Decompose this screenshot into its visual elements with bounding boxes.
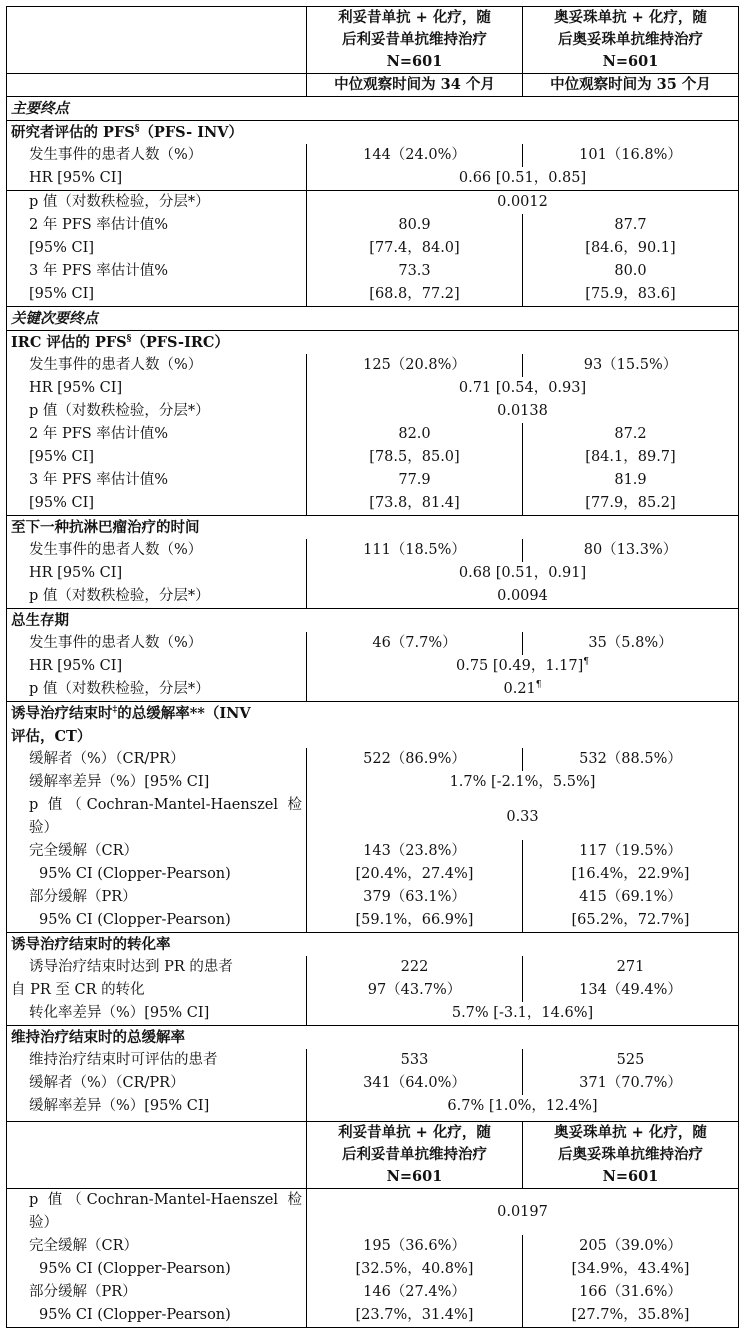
table-row: [7, 562, 739, 585]
row-label: 部分缓解（PR）: [7, 886, 307, 909]
cell-obinutuzumab: 87.2: [523, 423, 739, 446]
subsection-title-tail: （PFS-IRC）: [131, 334, 229, 351]
header-col1-line1: 利妥昔单抗 + 化疗，随: [338, 9, 491, 26]
row-label: [95% CI]: [7, 492, 307, 516]
cell-spanning: 1.7% [-2.1%，5.5%]: [307, 771, 739, 794]
cell-rituximab: [32.5%，40.8%]: [307, 1258, 523, 1281]
subsection-title-tail: 的总缓解率**（INV: [117, 705, 251, 722]
table-row: [7, 794, 739, 840]
row-label: 缓解者（%）（CR/PR）: [7, 1072, 307, 1095]
cell-rituximab: [73.8，81.4]: [307, 492, 523, 516]
cell-obinutuzumab: [65.2%，72.7%]: [523, 909, 739, 933]
header-col2-line3: N=601: [602, 53, 659, 70]
table-row: [7, 1072, 739, 1095]
cell-spanning: 6.7% [1.0%，12.4%]: [307, 1095, 739, 1125]
observation-row: [7, 74, 739, 97]
table-row: [7, 492, 739, 516]
footnote-mark: §: [134, 124, 140, 135]
cell-obinutuzumab: 35（5.8%）: [523, 632, 739, 655]
cell-obinutuzumab: [77.9，85.2]: [523, 492, 739, 516]
cell-obinutuzumab: 80.0: [523, 260, 739, 283]
cell-obinutuzumab: 81.9: [523, 469, 739, 492]
header-col1-line3: N=601: [386, 1168, 443, 1185]
table-row: [7, 585, 739, 609]
table-row: [7, 214, 739, 237]
row-label: p 值（Cochran-Mantel-Haenszel 检验）: [7, 794, 307, 840]
table-row: [7, 191, 739, 215]
cell-rituximab: 144（24.0%）: [307, 144, 523, 167]
cell-obinutuzumab: 525: [523, 1049, 739, 1072]
table-row: [7, 354, 739, 377]
cell-obinutuzumab: 117（19.5%）: [523, 840, 739, 863]
row-label: 自 PR 至 CR 的转化: [7, 979, 307, 1002]
table-row: [7, 1189, 739, 1236]
header-obinutuzumab: [523, 1122, 739, 1189]
cell-rituximab: 146（27.4%）: [307, 1281, 523, 1304]
row-label: 95% CI (Clopper-Pearson): [7, 1258, 307, 1281]
cell-obinutuzumab: 371（70.7%）: [523, 1072, 739, 1095]
cell-obinutuzumab: [16.4%，22.9%]: [523, 863, 739, 886]
cell-obinutuzumab: 134（49.4%）: [523, 979, 739, 1002]
header-col2-line2: 后奥妥珠单抗维持治疗: [558, 1146, 703, 1163]
observation-blank: [7, 74, 307, 97]
cell-obinutuzumab: [34.9%，43.4%]: [523, 1258, 739, 1281]
header-blank: [7, 1122, 307, 1189]
table-row: [7, 748, 739, 771]
cell-rituximab: 77.9: [307, 469, 523, 492]
table-row: [7, 956, 739, 979]
table-row: [7, 446, 739, 469]
header-col2-line3: N=601: [602, 1168, 659, 1185]
cell-obinutuzumab: [84.6，90.1]: [523, 237, 739, 260]
cell-rituximab: 97（43.7%）: [307, 979, 523, 1002]
row-label: 95% CI (Clopper-Pearson): [7, 863, 307, 886]
cell-spanning: 0.0138: [307, 400, 739, 423]
cell-spanning: [307, 678, 739, 702]
table-row: [7, 1235, 739, 1258]
cell-rituximab: 125（20.8%）: [307, 354, 523, 377]
table-row: [7, 469, 739, 492]
footnote-mark: ¶: [535, 680, 542, 691]
row-label: 缓解者（%）（CR/PR）: [7, 748, 307, 771]
table-row: [7, 1002, 739, 1026]
cell-obinutuzumab: 166（31.6%）: [523, 1281, 739, 1304]
subsection-pfs-inv: [7, 121, 739, 145]
row-label: p 值（对数秩检验，分层*）: [7, 191, 307, 215]
efficacy-table-continued: [6, 1121, 739, 1328]
cell-obinutuzumab: [27.7%，35.8%]: [523, 1304, 739, 1328]
cell-spanning: 0.68 [0.51，0.91]: [307, 562, 739, 585]
observation-col2: 中位观察时间为 35 个月: [523, 74, 739, 97]
table-row: [7, 539, 739, 562]
row-label: 95% CI (Clopper-Pearson): [7, 909, 307, 933]
row-label: p 值（Cochran-Mantel-Haenszel 检验）: [7, 1189, 307, 1236]
row-label: HR [95% CI]: [7, 377, 307, 400]
row-label: 3 年 PFS 率估计值%: [7, 260, 307, 283]
header-col2-line1: 奥妥珠单抗 + 化疗，随: [554, 9, 707, 26]
cell-spanning: 0.33: [307, 794, 739, 840]
footnote-mark: ¶: [583, 657, 589, 668]
cell-spanning: 0.0012: [307, 191, 739, 215]
cell-rituximab: [20.4%，27.4%]: [307, 863, 523, 886]
cell-rituximab: 143（23.8%）: [307, 840, 523, 863]
cell-value: 0.75 [0.49，1.17]: [455, 658, 584, 674]
row-label: 维持治疗结束时可评估的患者: [7, 1049, 307, 1072]
cell-rituximab: 222: [307, 956, 523, 979]
table-row: [7, 632, 739, 655]
cell-obinutuzumab: 101（16.8%）: [523, 144, 739, 167]
section-primary-endpoint: 主要终点: [7, 97, 739, 121]
header-col1-line3: N=601: [386, 53, 443, 70]
cell-rituximab: 522（86.9%）: [307, 748, 523, 771]
cell-rituximab: 341（64.0%）: [307, 1072, 523, 1095]
table-row: [7, 771, 739, 794]
row-label: 发生事件的患者人数（%）: [7, 354, 307, 377]
header-rituximab: [307, 7, 523, 74]
table-row: [7, 655, 739, 678]
cell-obinutuzumab: 205（39.0%）: [523, 1235, 739, 1258]
row-label: 3 年 PFS 率估计值%: [7, 469, 307, 492]
row-label: [95% CI]: [7, 446, 307, 469]
subsection-maintenance-orr: 维持治疗结束时的总缓解率: [7, 1026, 739, 1050]
row-label: HR [95% CI]: [7, 562, 307, 585]
cell-rituximab: 46（7.7%）: [307, 632, 523, 655]
row-label: 缓解率差异（%）[95% CI]: [7, 771, 307, 794]
efficacy-table: [6, 6, 739, 1125]
cell-obinutuzumab: 271: [523, 956, 739, 979]
row-label: 转化率差异（%）[95% CI]: [7, 1002, 307, 1026]
table-row: [7, 423, 739, 446]
section-key-secondary-endpoint: 关键次要终点: [7, 307, 739, 331]
table-row: [7, 400, 739, 423]
table-row: [7, 1281, 739, 1304]
row-label: 2 年 PFS 率估计值%: [7, 423, 307, 446]
subsection-title: IRC 评估的 PFS: [11, 334, 127, 351]
cell-spanning: 0.0197: [307, 1189, 739, 1236]
cell-rituximab: 82.0: [307, 423, 523, 446]
header-col2-line2: 后奥妥珠单抗维持治疗: [558, 31, 703, 48]
cell-obinutuzumab: [84.1，89.7]: [523, 446, 739, 469]
cell-obinutuzumab: 93（15.5%）: [523, 354, 739, 377]
header-col1-line2: 后利妥昔单抗维持治疗: [342, 1146, 487, 1163]
row-label: 发生事件的患者人数（%）: [7, 539, 307, 562]
row-label: p 值（对数秩检验，分层*）: [7, 585, 307, 609]
cell-value: 0.21: [503, 681, 536, 697]
subsection-overall-survival: 总生存期: [7, 609, 739, 633]
header-row: [7, 7, 739, 74]
cell-obinutuzumab: 80（13.3%）: [523, 539, 739, 562]
row-label: p 值（对数秩检验，分层*）: [7, 400, 307, 423]
row-label: 95% CI (Clopper-Pearson): [7, 1304, 307, 1328]
table-row: [7, 260, 739, 283]
footnote-mark: ‡: [112, 705, 118, 716]
cell-rituximab: [77.4，84.0]: [307, 237, 523, 260]
cell-rituximab: [23.7%，31.4%]: [307, 1304, 523, 1328]
subsection-title-line2: 评估，CT）: [11, 728, 92, 745]
subsection-pfs-irc: [7, 331, 739, 355]
table-row: [7, 237, 739, 260]
table-row: [7, 283, 739, 307]
cell-spanning: 0.66 [0.51，0.85]: [307, 167, 739, 191]
cell-rituximab: [68.8，77.2]: [307, 283, 523, 307]
row-label: 完全缓解（CR）: [7, 840, 307, 863]
row-label: 2 年 PFS 率估计值%: [7, 214, 307, 237]
table-row: [7, 1258, 739, 1281]
subsection-title-tail: （PFS- INV）: [139, 124, 243, 141]
cell-rituximab: 73.3: [307, 260, 523, 283]
cell-obinutuzumab: 87.7: [523, 214, 739, 237]
row-label: HR [95% CI]: [7, 167, 307, 191]
header-col2-line1: 奥妥珠单抗 + 化疗，随: [554, 1124, 707, 1141]
row-label: 部分缓解（PR）: [7, 1281, 307, 1304]
table-row: [7, 886, 739, 909]
header-obinutuzumab: [523, 7, 739, 74]
table-row: [7, 979, 739, 1002]
subsection-title: 研究者评估的 PFS: [11, 124, 135, 141]
row-label: [95% CI]: [7, 283, 307, 307]
table-row: [7, 678, 739, 702]
subsection-time-to-next-treatment: 至下一种抗淋巴瘤治疗的时间: [7, 516, 739, 540]
table-row: [7, 840, 739, 863]
table-row: [7, 863, 739, 886]
cell-spanning: [307, 655, 739, 678]
observation-col1: 中位观察时间为 34 个月: [307, 74, 523, 97]
subsection-title: 诱导治疗结束时: [11, 705, 113, 722]
row-label: [95% CI]: [7, 237, 307, 260]
header-rituximab: [307, 1122, 523, 1189]
row-label: 发生事件的患者人数（%）: [7, 632, 307, 655]
table-row: [7, 377, 739, 400]
row-label: 完全缓解（CR）: [7, 1235, 307, 1258]
table-row: [7, 909, 739, 933]
subsection-induction-orr: [7, 702, 739, 749]
row-label: p 值（对数秩检验，分层*）: [7, 678, 307, 702]
cell-rituximab: 80.9: [307, 214, 523, 237]
row-label: 发生事件的患者人数（%）: [7, 144, 307, 167]
cell-rituximab: [59.1%，66.9%]: [307, 909, 523, 933]
table-row: [7, 144, 739, 167]
header-row-repeat: [7, 1122, 739, 1189]
cell-rituximab: [78.5，85.0]: [307, 446, 523, 469]
header-col1-line1: 利妥昔单抗 + 化疗，随: [338, 1124, 491, 1141]
table-row: [7, 167, 739, 191]
cell-spanning: 5.7% [-3.1，14.6%]: [307, 1002, 739, 1026]
cell-rituximab: 195（36.6%）: [307, 1235, 523, 1258]
cell-rituximab: 379（63.1%）: [307, 886, 523, 909]
footnote-mark: §: [126, 334, 132, 345]
table-row: [7, 1304, 739, 1328]
cell-rituximab: 111（18.5%）: [307, 539, 523, 562]
cell-obinutuzumab: 532（88.5%）: [523, 748, 739, 771]
cell-spanning: 0.71 [0.54，0.93]: [307, 377, 739, 400]
header-blank: [7, 7, 307, 74]
cell-obinutuzumab: [75.9，83.6]: [523, 283, 739, 307]
cell-spanning: 0.0094: [307, 585, 739, 609]
table-row: [7, 1049, 739, 1072]
header-col1-line2: 后利妥昔单抗维持治疗: [342, 31, 487, 48]
subsection-conversion-rate: 诱导治疗结束时的转化率: [7, 933, 739, 957]
row-label: HR [95% CI]: [7, 655, 307, 678]
cell-rituximab: 533: [307, 1049, 523, 1072]
row-label: 诱导治疗结束时达到 PR 的患者: [7, 956, 307, 979]
cell-obinutuzumab: 415（69.1%）: [523, 886, 739, 909]
row-label: 缓解率差异（%）[95% CI]: [7, 1095, 307, 1125]
